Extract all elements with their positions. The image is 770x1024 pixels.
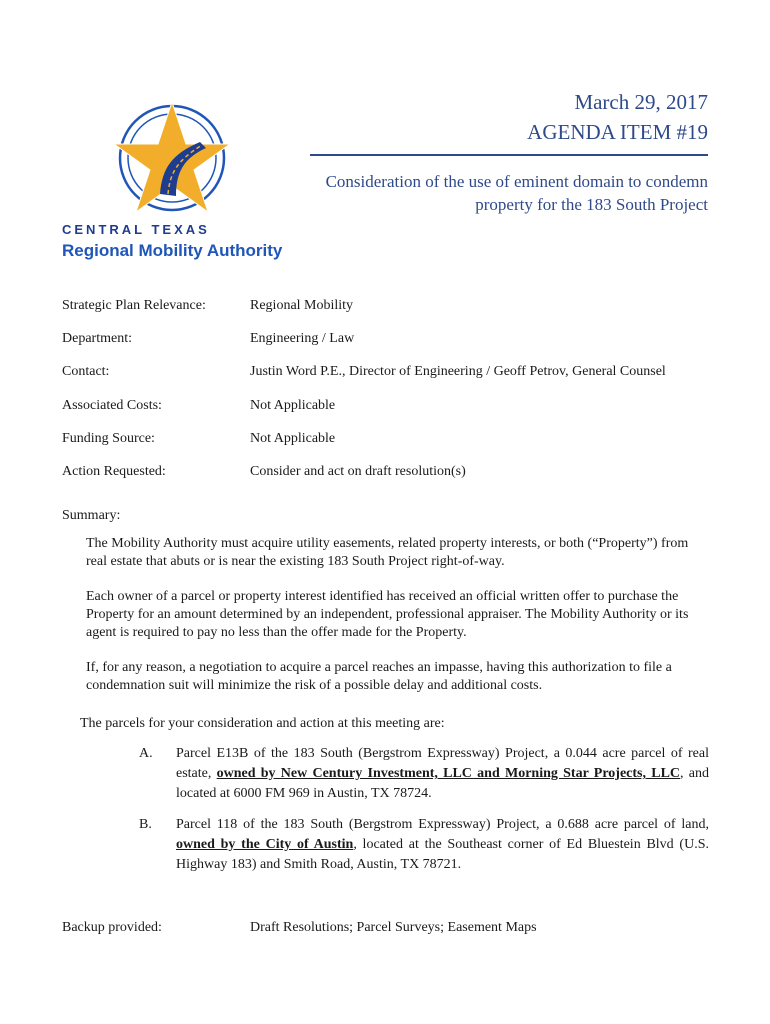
agenda-date: March 29, 2017 (574, 90, 708, 114)
parcels-intro: The parcels for your consideration and action at this meeting are: (80, 716, 445, 731)
field-label: Contact: (62, 364, 110, 379)
logo-line2: Regional Mobility Authority (62, 241, 283, 260)
authority-logo (62, 98, 302, 268)
parcel-text-post: , and located at 6000 FM 969 in Austin, TX 78724. (176, 766, 709, 801)
header-divider (310, 154, 708, 156)
parcel-owner: owned by the City of Austin (176, 837, 354, 852)
summary-paragraph: Each owner of a parcel or property interest identified has received an official written offer to purchase the Property for an amount determined by an independent, professional appraiser. The Mobility Authority or its agent is required to pay no less than the offer made for the Property. (86, 589, 689, 640)
field-value: Not Applicable (250, 431, 336, 446)
parcel-letter: B. (139, 817, 152, 832)
parcel-text (176, 815, 709, 875)
field-label: Funding Source: (62, 431, 155, 446)
field-label: Department: (62, 331, 132, 346)
parcel-text-pre: Parcel 118 of the 183 South (Bergstrom Expressway) Project, a 0.688 acre parcel of land, (176, 817, 709, 832)
parcel-text (176, 744, 709, 804)
parcel-text-pre: Parcel E13B of the 183 South (Bergstrom Expressway) Project, a 0.044 acre parcel of real estate, (176, 746, 709, 781)
field-value: Justin Word P.E., Director of Engineering / Geoff Petrov, General Counsel (250, 364, 666, 379)
field-value: Engineering / Law (250, 331, 355, 346)
summary-paragraph: The Mobility Authority must acquire utility easements, related property interests, or both (“Property”) from real estate that abuts or is near the existing 183 South Project right-of-way. (86, 536, 689, 569)
summary-paragraph: If, for any reason, a negotiation to acquire a parcel reaches an impasse, having this authorization to file a condemnation suit will minimize the risk of a possible delay and additional costs. (86, 660, 672, 693)
parcel-owner: owned by New Century Investment, LLC and Morning Star Projects, LLC (216, 766, 681, 781)
backup-value: Draft Resolutions; Parcel Surveys; Easement Maps (250, 920, 537, 935)
field-value: Consider and act on draft resolution(s) (250, 464, 466, 479)
backup-label: Backup provided: (62, 920, 162, 935)
field-label: Associated Costs: (62, 398, 162, 413)
field-value: Not Applicable (250, 398, 336, 413)
parcel-text-post: , located at the Southeast corner of Ed Bluestein Blvd (U.S. Highway 183) and Smith Road, Austin, TX 78721. (176, 837, 709, 872)
parcel-letter: A. (139, 746, 153, 761)
summary-heading: Summary: (62, 508, 121, 523)
field-value: Regional Mobility (250, 298, 354, 313)
star-logo-icon (110, 98, 234, 216)
logo-line1: CENTRAL TEXAS (62, 222, 210, 237)
field-label: Action Requested: (62, 464, 166, 479)
agenda-description: Consideration of the use of eminent domain to condemn property for the 183 South Project (325, 172, 708, 214)
field-label: Strategic Plan Relevance: (62, 298, 206, 313)
agenda-item-number: AGENDA ITEM #19 (527, 120, 708, 144)
